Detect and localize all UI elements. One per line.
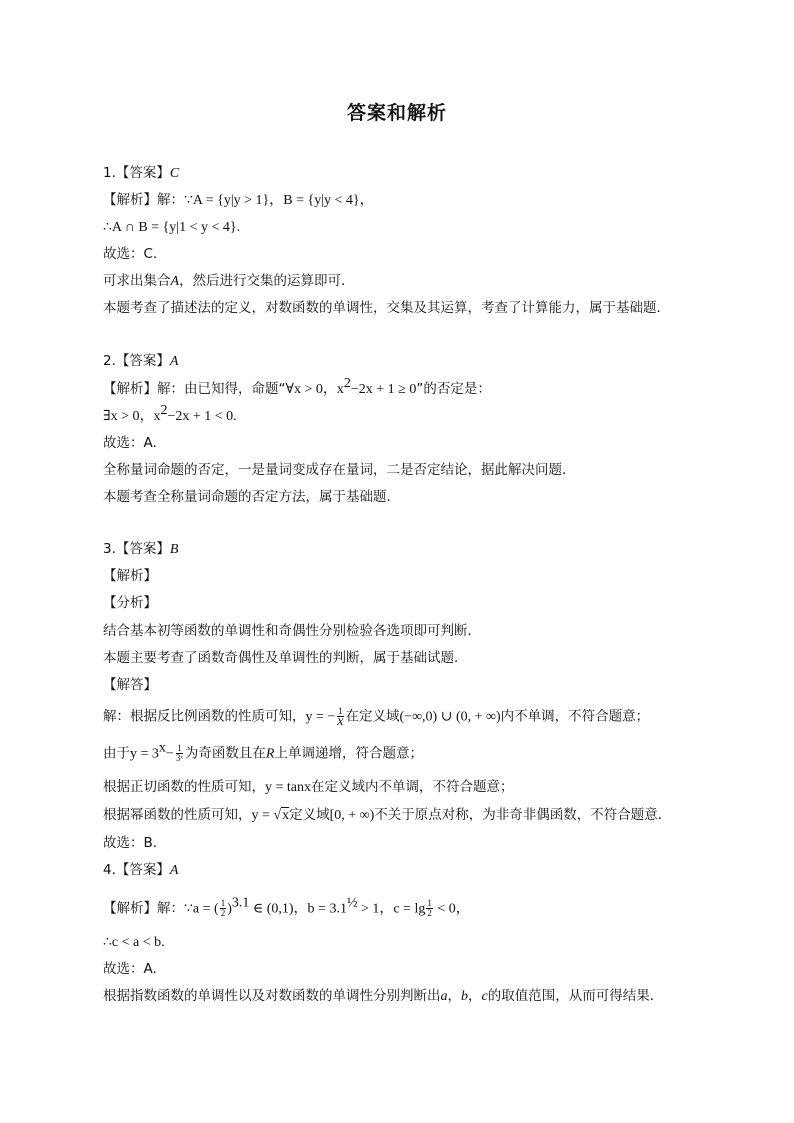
- sqrt-sign: √: [273, 808, 282, 823]
- q3-fenxi-heading: 【分析】: [103, 595, 157, 611]
- q1-answer-label: 1.【答案】: [103, 165, 170, 181]
- q1-method: 可求出集合A，然后进行交集的运算即可．: [103, 273, 355, 289]
- q3-jieda-line-1: 解：根据反比例函数的性质可知，y = − $\frac{1}{x}$ 在定义域(−∞,0) ∪ (0, + ∞)内不单调，不符合题意；: [103, 706, 650, 729]
- q4-answer: A: [169, 863, 179, 878]
- q2-analysis-line-2: ∃x > 0，$x^2-2x + 1 < 0$.: [103, 403, 237, 424]
- q2-answer-line: 2.【答案】A: [103, 353, 179, 369]
- q3-jieda-line-3: 根据正切函数的性质可知，y = tanx在定义域内不单调，不符合题意；: [103, 779, 514, 795]
- fraction: $\frac{1}{2}$: [220, 898, 226, 918]
- q1-analysis-line-2: ∴A ∩ B = {y|1 < y < 4}.: [103, 220, 241, 235]
- fraction: $\frac{1}{x}$: [337, 706, 344, 729]
- q3-answer-line: 3.【答案】B: [103, 541, 179, 557]
- q1-summary: 本题考查了描述法的定义，对数函数的单调性，交集及其运算，考查了计算能力，属于基础题．: [103, 300, 670, 316]
- page-title: 答案和解析: [346, 102, 447, 124]
- q3-jieda-heading: 【解答】: [103, 677, 157, 693]
- q3-answer: B: [169, 542, 179, 557]
- q3-jieda-line-4: 根据幂函数的性质可知，y = √x定义域[0, + ∞)不关于原点对称，为非奇非偶函数，不符合题意．: [103, 807, 672, 823]
- q1-analysis-line-1: 【解析】解：∵A = {y|y > 1}，B = {y|y < 4}，: [103, 192, 374, 208]
- q3-fenxi-line-2: 本题主要考查了函数奇偶性及单调性的判断，属于基础试题．: [103, 650, 468, 666]
- q1-choice: 故选：C.: [103, 246, 158, 262]
- q2-answer: A: [169, 354, 179, 369]
- q3-choice: 故选：B.: [103, 835, 158, 851]
- q3-jieda-line-2: 由于$y = 3^x-$ $\frac{1}{\text{3ˣ}}$ 为奇函数且在R上单调递增，符合题意；: [103, 740, 423, 763]
- q4-method: 根据指数函数的单调性以及对数函数的单调性分别判断出a，b，c的取值范围，从而可得结果．: [103, 988, 664, 1004]
- q4-choice: 故选：A.: [103, 961, 157, 977]
- q2-choice: 故选：A.: [103, 435, 157, 451]
- q1-answer-line: [103, 164, 179, 183]
- fraction: $\frac{1}{\text{3ˣ}}$: [175, 743, 183, 763]
- q3-jiexi-heading: 【解析】: [103, 568, 157, 584]
- q2-summary: 本题考查全称量词命题的否定方法，属于基础题．: [103, 489, 400, 505]
- q1-answer: C: [169, 166, 180, 181]
- q4-answer-line: 4.【答案】A: [103, 862, 179, 878]
- fraction: $\frac{1}{2}$: [427, 898, 432, 918]
- q2-analysis-line-1: 【解析】解：由已知得，命题“∀x > 0，$x^2-2x + 1 \ge 0$”的否定是：: [103, 376, 491, 397]
- q4-analysis-line-2: ∴c < a < b.: [103, 935, 165, 950]
- q3-fenxi-line-1: 结合基本初等函数的单调性和奇偶性分别检验各选项即可判断．: [103, 623, 481, 639]
- q2-method: 全称量词命题的否定，一是量词变成存在量词，二是否定结论，据此解决问题．: [103, 462, 576, 478]
- q4-analysis-line-1: 【解析】解：∵a = ( $\frac{1}{2}$ )$^{3.1}$ ∈ (0,1)，$b = 3.1^{\frac{1}{2}} > 1$，c = lg $\frac{1}{2}$ < 0，: [103, 895, 470, 918]
